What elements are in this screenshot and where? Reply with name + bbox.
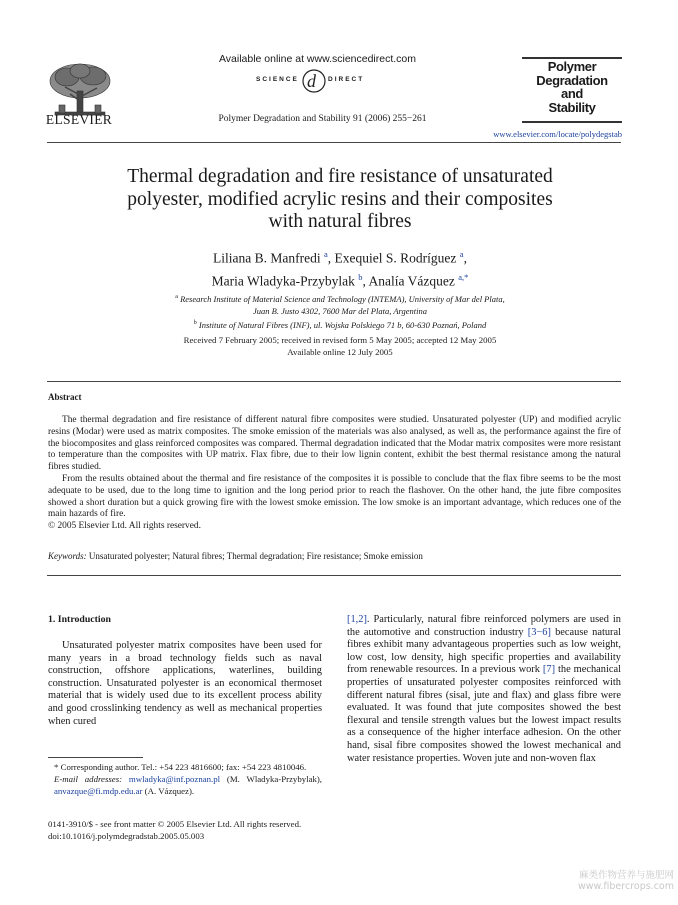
journal-name [522, 60, 622, 114]
author-name: Maria Wladyka-Przybylak [211, 273, 359, 288]
title-line: Thermal degradation and fire resistance of unsaturated [127, 166, 553, 187]
citation-link[interactable]: [3−6] [527, 626, 551, 638]
affiliation-text: Juan B. Justo 4302, 7600 Mar del Plata, Argentina [253, 305, 427, 316]
journal-name-line: and [561, 86, 583, 101]
header-divider [47, 142, 621, 143]
abstract-bottom-divider [47, 575, 621, 576]
publisher-name: ELSEVIER [45, 112, 113, 127]
author-name: Liliana B. Manfredi [213, 250, 325, 266]
abstract-body [48, 415, 621, 533]
email-owner: (M. Wladyka-Przybylak), [220, 773, 322, 784]
email-line [48, 774, 322, 798]
issn-doi [48, 818, 348, 842]
available-online-text: Available online at www.sciencedirect.com [218, 53, 417, 65]
author-list [60, 245, 620, 290]
journal-name-line: Degradation [536, 72, 608, 88]
email-label: E-mail addresses: [54, 773, 123, 784]
author-name: Analía Vázquez [368, 273, 459, 288]
title-line: polyester, modified acrylic resins and their composites [127, 188, 553, 210]
affiliation [60, 305, 620, 317]
author-affiliation-link[interactable]: a [459, 249, 464, 259]
abstract-copyright: © 2005 Elsevier Ltd. All rights reserved. [48, 521, 201, 532]
sciencedirect-right-text: DIRECT [328, 76, 365, 83]
email-owner: (A. Vázquez). [142, 785, 195, 796]
site-watermark [556, 870, 674, 892]
abstract-paragraph: From the results obtained about the thermal and fire resistance of the composites it is possible to conclude that the flax fibre seems to be the most adequate to be used, due to the long time to ignition and the long period prior to reach the flashover. On the other hand, the jute fibre composites showed a short duration but a quick growing fire with the lowest smoke emission. The low smoke is an important advantage, which reduces one of the main hazards of fire. [48, 473, 621, 520]
title-line: with natural fibres [268, 211, 412, 232]
journal-name-line: Polymer [547, 59, 597, 74]
history-line: Available online 12 July 2005 [287, 347, 393, 357]
keywords [48, 551, 621, 561]
abstract-top-divider [47, 381, 621, 382]
affiliation-list [60, 291, 620, 331]
history-line: Received 7 February 2005; received in revised form 5 May 2005; accepted 12 May 2005 [183, 335, 497, 345]
article-history [60, 334, 620, 358]
keywords-list: Unsaturated polyester; Natural fibres; Thermal degradation; Fire resistance; Smoke emission [86, 551, 423, 561]
author-line [60, 245, 620, 268]
corresponding-author-footnote [48, 762, 322, 797]
issn-line: 0141-3910/$ - see front matter © 2005 Elsevier Ltd. All rights reserved. [48, 819, 302, 829]
section-heading: 1. Introduction [48, 614, 111, 625]
sciencedirect-at-glyph: d [307, 71, 316, 91]
journal-url-link[interactable]: www.elsevier.com/locate/polydegstab [493, 129, 622, 139]
email-link[interactable]: mwladyka@inf.poznan.pl [128, 773, 221, 784]
doi-line: doi:10.1016/j.polymdegradstab.2005.05.003 [48, 831, 205, 841]
footnote-divider [48, 757, 143, 758]
body-text: because natural fibres exhibit many advantageous properties such as low weight, low cost, low density, high specific properties and availability from renewable resources. In a previous work [347, 626, 621, 676]
left-column-text: Unsaturated polyester matrix composites have been used for many years in a broad technology fields such as naval construction, offshore applications, waterlines, building construction. Unsaturated polyester is an economical thermoset material that is widely used due to its excellent process ability and good crosslinking tendency as well as mechanical properties when cured [48, 640, 322, 727]
watermark-line: www.fibercrops.com [577, 881, 674, 892]
watermark-line: 麻类作物营养与施肥网 [578, 870, 674, 881]
citation-link[interactable]: [1,2] [347, 614, 367, 625]
citation-link[interactable]: [7] [542, 664, 556, 676]
body-text: the mechanical properties of unsaturated polyester composites reinforced with different natural fibres (sisal, jute and flax) and glass fibre were evaluated. It was found that jute composites showed the best flexural and tensile strength values but the lowest impact results as a consequence of the higher interface adhesion. On the other hand, sisal fibre composites showed the lowest mechanical and water resistance properties. Woven jute and non-woven flax [347, 664, 621, 764]
author-separator: , [463, 250, 467, 266]
author-affiliation-link[interactable]: a [324, 249, 328, 259]
affiliation [60, 291, 620, 305]
article-title [60, 166, 620, 234]
email-link[interactable]: anvazque@fi.mdp.edu.ar [54, 785, 143, 796]
abstract-heading: Abstract [48, 392, 82, 402]
affiliation-marker: b [193, 319, 197, 326]
abstract-paragraph: The thermal degradation and fire resistance of different natural fibre composites were studied. Unsaturated polyester (UP) and modified acrylic resins (Modar) were used as matrix composites. The smoke emission of the materials was also analysed, as well as, the performance against the fire of the biocomposites and glass reinforced composites was compared. Thermal degradation indicated that the Modar matrix composites were more resistant to temperature than the composites with UP matrix. Flax fibre, due to their low lignin content, exhibit the best thermal resistance among the natural fibres studied. [48, 415, 621, 473]
journal-name-line: Stability [548, 99, 596, 115]
author-separator: , [362, 273, 369, 288]
sciencedirect-left-text: SCIENCE [256, 76, 299, 83]
affiliation [60, 317, 620, 331]
author-line [60, 268, 620, 291]
right-column-text [347, 614, 621, 765]
journal-citation: Polymer Degradation and Stability 91 (2006) 255−261 [218, 114, 427, 124]
author-affiliation-link[interactable]: a,* [458, 271, 469, 282]
author-separator: , [327, 250, 335, 266]
affiliation-marker: a [175, 294, 178, 300]
body-text: . Particularly, natural fibre reinforced polymers are used in the automotive and construction industry [347, 614, 621, 638]
affiliation-text: Research Institute of Material Science and Technology (INTEMA), University of Mar del Plata, [177, 293, 505, 304]
keywords-label: Keywords: [48, 551, 87, 561]
author-name: Exequiel S. Rodríguez [334, 250, 460, 266]
affiliation-text: Institute of Natural Fibres (INF), ul. Wojska Polskiego 71 b, 60-630 Poznań, Poland [196, 319, 487, 330]
author-affiliation-link[interactable]: b [358, 271, 363, 282]
corresponding-author-text: * Corresponding author. Tel.: +54 223 4816600; fax: +54 223 4810046. [54, 762, 307, 772]
